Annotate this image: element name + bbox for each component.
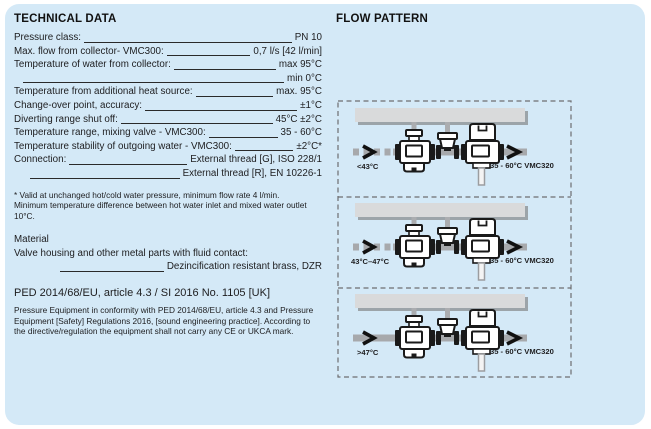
- material-heading: Material: [14, 233, 49, 245]
- flow-row-mid: [351, 203, 554, 280]
- spec-row-diverting-range: [14, 113, 322, 127]
- drain-pipe: [479, 263, 485, 280]
- ped-heading: PED 2014/68/EU, article 4.3 / SI 2016 No. 1105 [UK]: [14, 286, 270, 299]
- inlet-temp-label: 43°C–47°C: [351, 257, 390, 266]
- inlet-temp-label: <43°C: [357, 162, 379, 171]
- spec-row-collector-temp-max: [14, 58, 322, 72]
- material-block: [14, 233, 322, 274]
- leader-line: [121, 123, 273, 124]
- drain-pipe: [479, 354, 485, 371]
- technical-data-title: TECHNICAL DATA: [14, 13, 117, 25]
- leader-line: [196, 96, 274, 97]
- collector-bar: [355, 294, 525, 308]
- leader-line: [235, 150, 294, 151]
- ped-paragraph: Pressure Equipment in conformity with PED 2014/68/EU, article 4.3 and Pressure Equipment [Safety] Regulations 2016, [sound engineering practice]. According to the directive/regulation the equipment shall not carry any CE or UKCA mark.: [14, 304, 314, 337]
- outlet-temp-label: 35 - 60°C VMC320: [490, 347, 554, 356]
- inlet-temp-label: >47°C: [357, 348, 379, 357]
- flow-diagram: [333, 96, 583, 392]
- spec-value: 35 - 60°C: [280, 127, 322, 139]
- leader-line: [145, 110, 297, 111]
- spec-label: Temperature range, mixing valve - VMC300:: [14, 127, 206, 139]
- leader-line: [167, 55, 251, 56]
- spec-value: Dezincification resistant brass, DZR: [166, 261, 322, 273]
- spec-row-additional-heat: [14, 85, 322, 99]
- spec-value: External thread [R], EN 10226-1: [182, 167, 322, 179]
- spec-value: ±1°C: [300, 99, 322, 111]
- spec-row-temp-stability: [14, 140, 322, 154]
- leader-line: [84, 42, 292, 43]
- collector-bar: [355, 203, 525, 217]
- collector-bar: [355, 108, 525, 122]
- spec-label: Pressure class:: [14, 32, 81, 43]
- leader-line: [209, 137, 278, 138]
- technical-data-section: [14, 10, 322, 337]
- leader-line: [174, 69, 276, 70]
- spec-label: Temperature stability of outgoing water - VMC300:: [14, 140, 232, 152]
- spec-row-pressure-class: [14, 31, 322, 45]
- material-description: Valve housing and other metal parts with fluid contact:: [14, 247, 248, 259]
- leader-line: [30, 178, 180, 179]
- spec-label: Connection:: [14, 154, 67, 166]
- drain-pipe: [479, 168, 485, 185]
- leader-line: [69, 164, 187, 165]
- outlet-temp-label: 35 - 60°C VMC320: [490, 161, 554, 170]
- leader-line: [23, 82, 284, 83]
- spec-label: Temperature of water from collector:: [14, 59, 171, 71]
- spec-value: max. 95°C: [276, 86, 322, 98]
- spec-row-changeover-accuracy: [14, 99, 322, 113]
- spec-row-temp-range-mixing: [14, 126, 322, 140]
- spec-label: Diverting range shut off:: [14, 113, 118, 125]
- flow-row-cold: [353, 108, 554, 185]
- spec-label: Temperature from additional heat source:: [14, 86, 193, 98]
- flow-pattern-title: FLOW PATTERN: [336, 13, 429, 25]
- spec-label: Max. flow from collector- VMC300:: [14, 45, 164, 57]
- spec-value: 45°C ±2°C: [275, 113, 322, 125]
- spec-label: Change-over point, accuracy:: [14, 99, 142, 111]
- spec-row-max-flow: [14, 45, 322, 59]
- outlet-temp-label: 35 - 60°C VMC320: [490, 256, 554, 265]
- flow-pattern-section: [336, 10, 642, 357]
- flow-row-hot: [353, 294, 554, 371]
- leader-line: [60, 271, 164, 272]
- spec-value: ±2°C*: [296, 140, 322, 152]
- spec-row-connection-r: [27, 167, 322, 181]
- spec-row-connection-g: [14, 153, 322, 167]
- spec-value: min 0°C: [287, 72, 322, 84]
- validity-footnote: * Valid at unchanged hot/cold water pressure, minimum flow rate 4 l/min. Minimum temperature difference between hot water inlet and mixed water outlet 10°C.: [14, 189, 307, 222]
- spec-value: 0,7 l/s [42 l/min]: [253, 45, 322, 57]
- spec-row-collector-temp-min: [20, 72, 322, 86]
- spec-row-material-value: [57, 260, 322, 274]
- spec-value: PN 10: [294, 32, 322, 43]
- spec-value: max 95°C: [278, 59, 322, 71]
- spec-value: External thread [G], ISO 228/1: [190, 154, 322, 166]
